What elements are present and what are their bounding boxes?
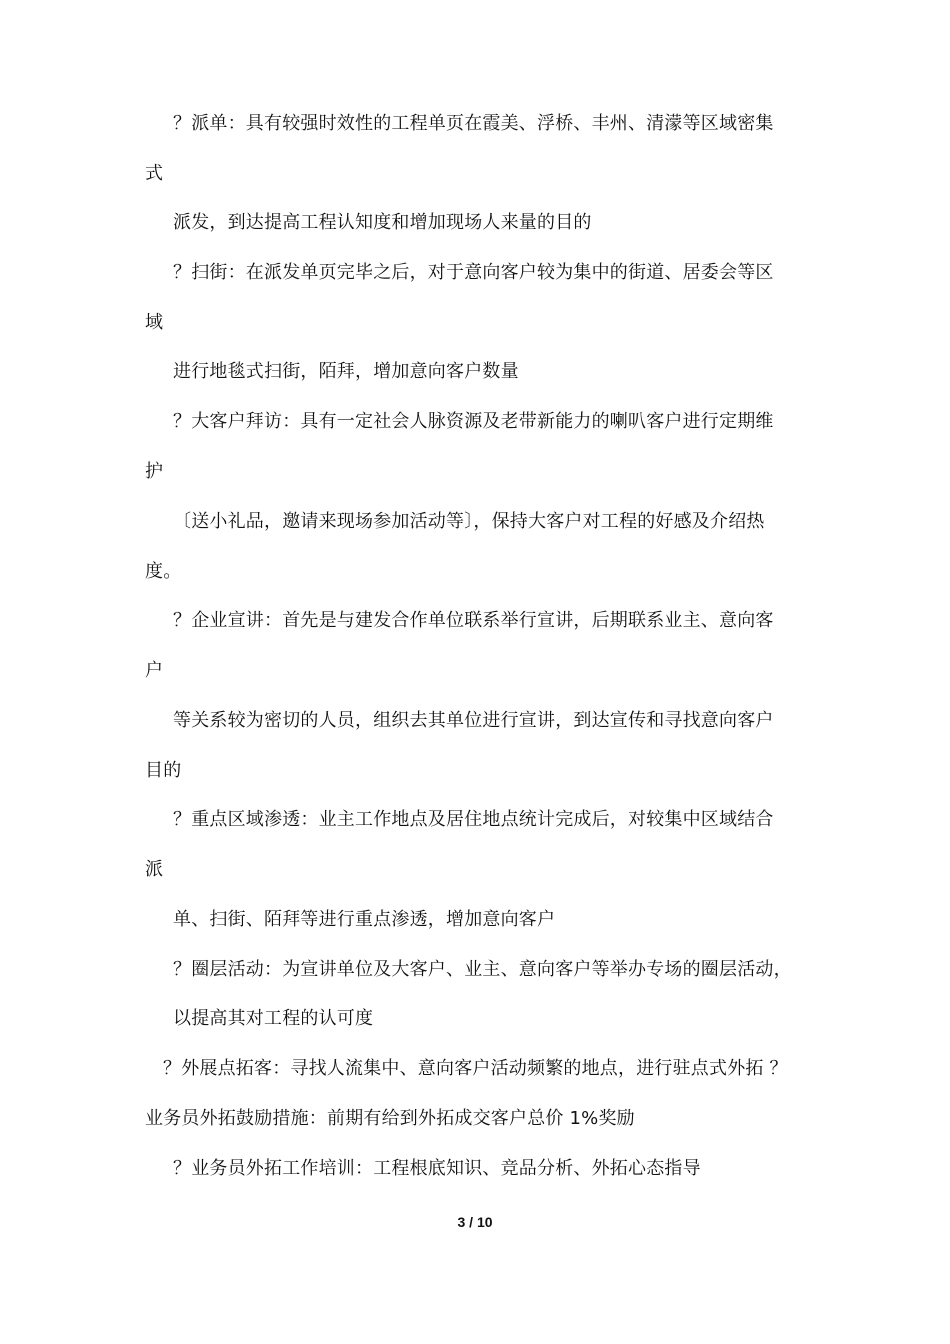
text-line: 户	[145, 660, 164, 681]
text-line: ？派单：具有较强时效性的工程单页在霞美、浮桥、丰州、清濛等区域密集	[173, 113, 774, 134]
text-line: 〔送小礼品，邀请来现场参加活动等〕，保持大客户对工程的好感及介绍热	[173, 511, 765, 532]
text-line: 以提高其对工程的认可度	[173, 1008, 374, 1029]
text-line: ？大客户拜访：具有一定社会人脉资源及老带新能力的喇叭客户进行定期维	[173, 411, 774, 432]
text-line: 等关系较为密切的人员，组织去其单位进行宣讲，到达宣传和寻找意向客户	[173, 710, 774, 731]
text-line: 派	[145, 859, 164, 880]
text-line: ？企业宣讲：首先是与建发合作单位联系举行宣讲，后期联系业主、意向客	[173, 610, 774, 631]
text-line: 目的	[145, 760, 182, 781]
text-line: 护	[145, 461, 164, 482]
text-line: 度。	[145, 561, 182, 582]
text-line: 进行地毯式扫街，陌拜，增加意向客户数量	[173, 361, 519, 382]
text-line: ？重点区域渗透：业主工作地点及居住地点统计完成后，对较集中区域结合	[173, 809, 774, 830]
text-line: 业务员外拓鼓励措施：前期有给到外拓成交客户总价 1%奖励	[145, 1108, 635, 1129]
text-line: 派发，到达提高工程认知度和增加现场人来量的目的	[173, 212, 592, 233]
text-line: 式	[145, 163, 164, 184]
text-line: ？扫街：在派发单页完毕之后，对于意向客户较为集中的街道、居委会等区	[173, 262, 774, 283]
text-line: 单、扫街、陌拜等进行重点渗透，增加意向客户	[173, 909, 556, 930]
text-line: ？圈层活动：为宣讲单位及大客户、业主、意向客户等举办专场的圈层活动，	[173, 959, 792, 980]
text-line: 域	[145, 312, 164, 333]
text-line: ？业务员外拓工作培训：工程根底知识、竞品分析、外拓心态指导	[173, 1158, 701, 1179]
text-line: ？外展点拓客：寻找人流集中、意向客户活动频繁的地点，进行驻点式外拓 ？	[163, 1058, 788, 1079]
page-indicator: 3 / 10	[457, 1214, 493, 1230]
